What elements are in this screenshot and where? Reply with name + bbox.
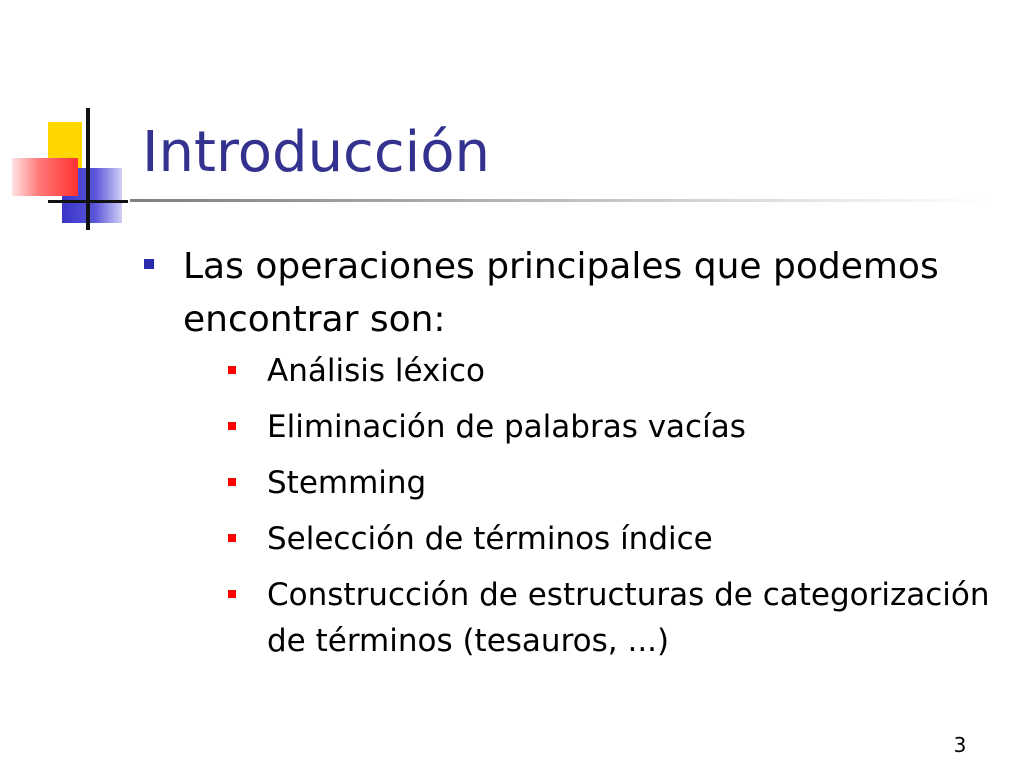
sub-bullet-text: Eliminación de palabras vacías <box>267 409 746 445</box>
sub-bullet-item <box>228 404 1004 450</box>
slide-title: Introducción <box>142 120 490 185</box>
square-sub-bullet-icon <box>228 422 236 430</box>
sub-bullet-text: Análisis léxico <box>267 353 485 389</box>
sub-bullet-item <box>228 516 1004 562</box>
bullet-text: Las operaciones principales que podemos encontrar son: <box>183 246 939 340</box>
square-sub-bullet-icon <box>228 590 236 598</box>
bullet-item <box>144 240 1004 664</box>
sub-bullet-text: Stemming <box>267 465 427 501</box>
red-square <box>12 158 78 196</box>
sub-bullet-item <box>228 348 1004 394</box>
page-number: 3 <box>953 733 967 757</box>
sub-bullet-item <box>228 572 1004 664</box>
vertical-line <box>86 108 90 230</box>
title-underline <box>130 199 990 202</box>
square-sub-bullet-icon <box>228 534 236 542</box>
sub-bullet-text: Construcción de estructuras de categorización de términos (tesauros, ...) <box>267 577 990 659</box>
horizontal-line <box>48 200 128 203</box>
square-bullet-icon <box>144 259 154 269</box>
bullet-list <box>144 240 1004 674</box>
sub-bullet-text: Selección de términos índice <box>267 521 713 557</box>
sub-bullet-list <box>183 348 1004 664</box>
square-sub-bullet-icon <box>228 366 236 374</box>
square-sub-bullet-icon <box>228 478 236 486</box>
decorative-logo-block <box>0 100 150 240</box>
sub-bullet-item <box>228 460 1004 506</box>
